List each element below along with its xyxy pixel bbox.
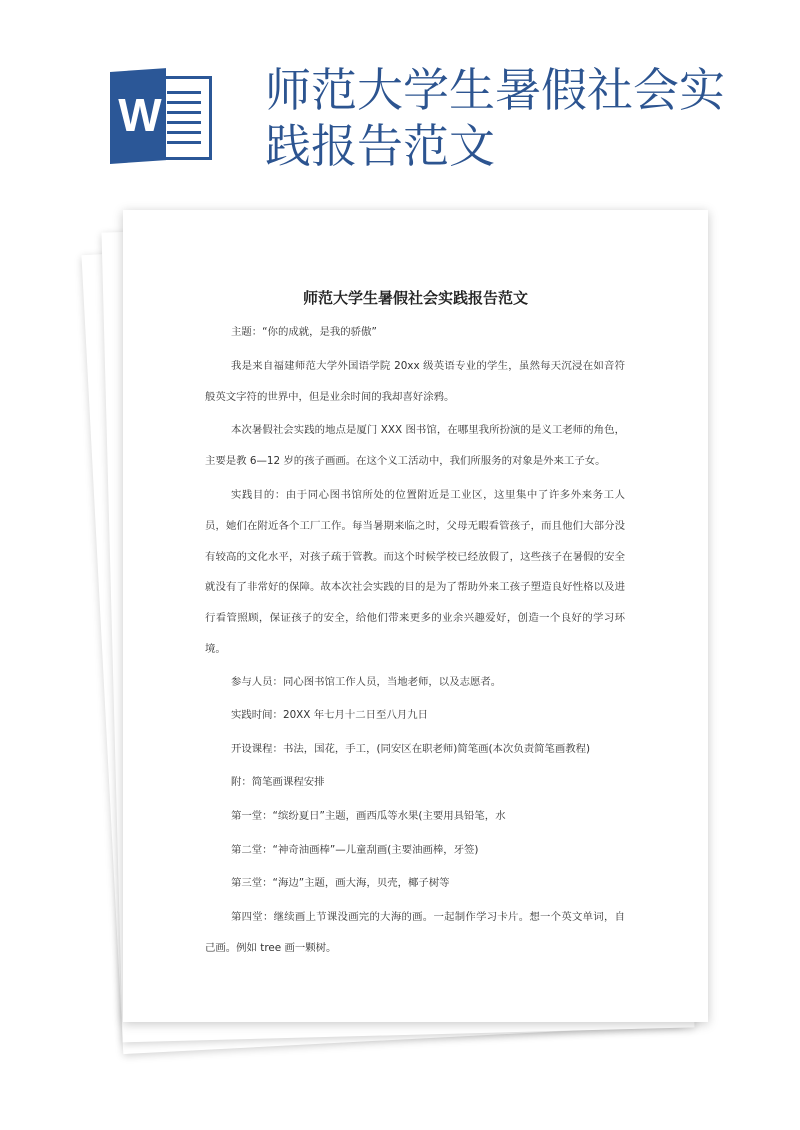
paragraph-lesson-3: 第三堂：“海边”主题，画大海，贝壳，椰子树等 [231, 877, 450, 889]
paragraph-lesson-4: 第四堂：继续画上节课没画完的大海的画。一起制作学习卡片。想一个英文单词，自己画。例如 tree 画一颗树。 [205, 911, 625, 954]
document-title: 师范大学生暑假社会实践报告范文 [302, 289, 528, 307]
paragraph-location: 本次暑假社会实践的地点是厦门 XXX 图书馆，在哪里我所扮演的是义工老师的角色，主要是教 6—12 岁的孩子画画。在这个义工活动中，我们所服务的对象是外来工子女。 [205, 424, 625, 467]
paragraph-time: 实践时间：20XX 年七月十二日至八月九日 [231, 709, 429, 721]
paragraph-lesson-1: 第一堂：“缤纷夏日”主题，画西瓜等水果(主要用具铅笔，水 [231, 810, 506, 822]
paragraph-intro: 我是来自福建师范大学外国语学院 20xx 级英语专业的学生，虽然每天沉浸在如音符般英文字符的世界中，但是业余时间的我却喜好涂鸦。 [205, 360, 625, 403]
paragraph-participants: 参与人员：同心图书馆工作人员，当地老师，以及志愿者。 [231, 676, 502, 688]
paragraph-schedule: 附：简笔画课程安排 [231, 776, 325, 788]
paragraph-purpose: 实践目的：由于同心图书馆所处的位置附近是工业区，这里集中了许多外来务工人员，她们在附近各个工厂工作。每当暑期来临之时，父母无暇看管孩子，而且他们大部分没有较高的文化水平，对孩子疏于管教。而这个时候学校已经放假了，这些孩子在暑假的安全就没有了非常好的保障。故本次社会实践的目的是为了帮助外来工孩子塑造良好性格以及进行看管照顾，保证孩子的安全，给他们带来更多的业余兴趣爱好，创造一个良好的学习环境。 [205, 489, 625, 655]
word-icon [110, 72, 216, 164]
hero-title: 师范大学生暑假社会实践报告范文 [265, 63, 725, 173]
word-letter: W [118, 89, 162, 141]
paragraph-theme: 主题：“你的成就，是我的骄傲” [231, 326, 377, 338]
paragraph-lesson-2: 第二堂：“神奇油画棒”—儿童刮画(主要油画棒，牙签) [231, 844, 479, 856]
paragraph-courses: 开设课程：书法，国花，手工，(同安区在职老师)简笔画(本次负责简笔画教程) [231, 743, 591, 755]
